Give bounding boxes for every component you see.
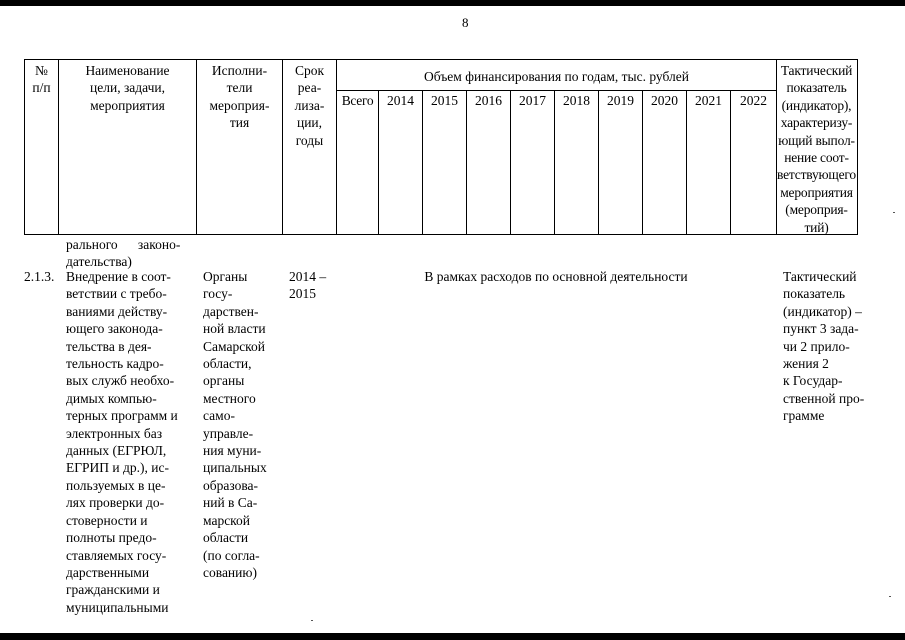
header-executors: Исполни- тели мероприя- тия bbox=[209, 63, 270, 131]
header-total: Всего bbox=[341, 93, 374, 108]
page-number: 8 bbox=[462, 15, 469, 30]
row-name: Внедрение в соот- ветствии с требо- ваниями действу- ющего законода- тельства в дея- тельность кадро- вых служб необхо- димых компью- терных программ и электронных баз данных (ЕГРЮЛ, ЕГРИП и др.), ис- пользуемых в це- лях проверки до- стоверности и полноты предо- ставляемых госу- дарственными гражданскими и муниципальными bbox=[66, 269, 178, 615]
header-num: № п/п bbox=[32, 63, 51, 96]
header-funding: Объем финансирования по годам, тыс. рублей bbox=[424, 69, 689, 84]
header-year: 2022 bbox=[740, 93, 767, 108]
continuation-text: рального законо- дательства) bbox=[66, 237, 181, 270]
column-divider bbox=[554, 90, 555, 234]
column-divider bbox=[642, 90, 643, 234]
header-term: Срок реа- лиза- ции, годы bbox=[294, 63, 325, 148]
row-funding: В рамках расходов по основной деятельности bbox=[424, 269, 688, 284]
header-year: 2015 bbox=[431, 93, 458, 108]
header-year: 2016 bbox=[475, 93, 502, 108]
header-name: Наименование цели, задачи, мероприятия bbox=[85, 63, 170, 113]
bottom-border bbox=[0, 633, 905, 640]
funding-subheader-divider bbox=[336, 90, 777, 91]
header-year: 2018 bbox=[563, 93, 590, 108]
scan-speck bbox=[889, 596, 891, 597]
row-number: 2.1.3. bbox=[24, 269, 55, 284]
row-term: 2014 – 2015 bbox=[289, 269, 327, 302]
row-executors: Органы госу- дарствен- ной власти Самарской области, органы местного само- управле- ния муни- ципальных образова- ний в Са- марской области (по согла- сованию) bbox=[203, 269, 267, 580]
column-divider bbox=[422, 90, 423, 234]
column-divider bbox=[510, 90, 511, 234]
column-divider bbox=[598, 90, 599, 234]
row-indicator: Тактический показатель (индикатор) – пункт 3 зада- чи 2 прило- жения 2 к Государ- ственной про- грамме bbox=[783, 269, 865, 424]
header-year: 2021 bbox=[695, 93, 722, 108]
header-year: 2017 bbox=[519, 93, 546, 108]
top-border bbox=[0, 0, 905, 6]
column-divider bbox=[466, 90, 467, 234]
scan-speck bbox=[893, 212, 895, 213]
header-year: 2020 bbox=[651, 93, 678, 108]
scan-speck bbox=[311, 620, 313, 621]
header-indicator: Тактический показатель (индикатор), характеризу- ющий выпол- нение соот- ветствующего мероприятия (мероприя- тий) bbox=[777, 63, 856, 235]
header-year: 2014 bbox=[387, 93, 414, 108]
column-divider bbox=[686, 90, 687, 234]
column-divider bbox=[378, 90, 379, 234]
column-divider bbox=[730, 90, 731, 234]
header-year: 2019 bbox=[607, 93, 634, 108]
